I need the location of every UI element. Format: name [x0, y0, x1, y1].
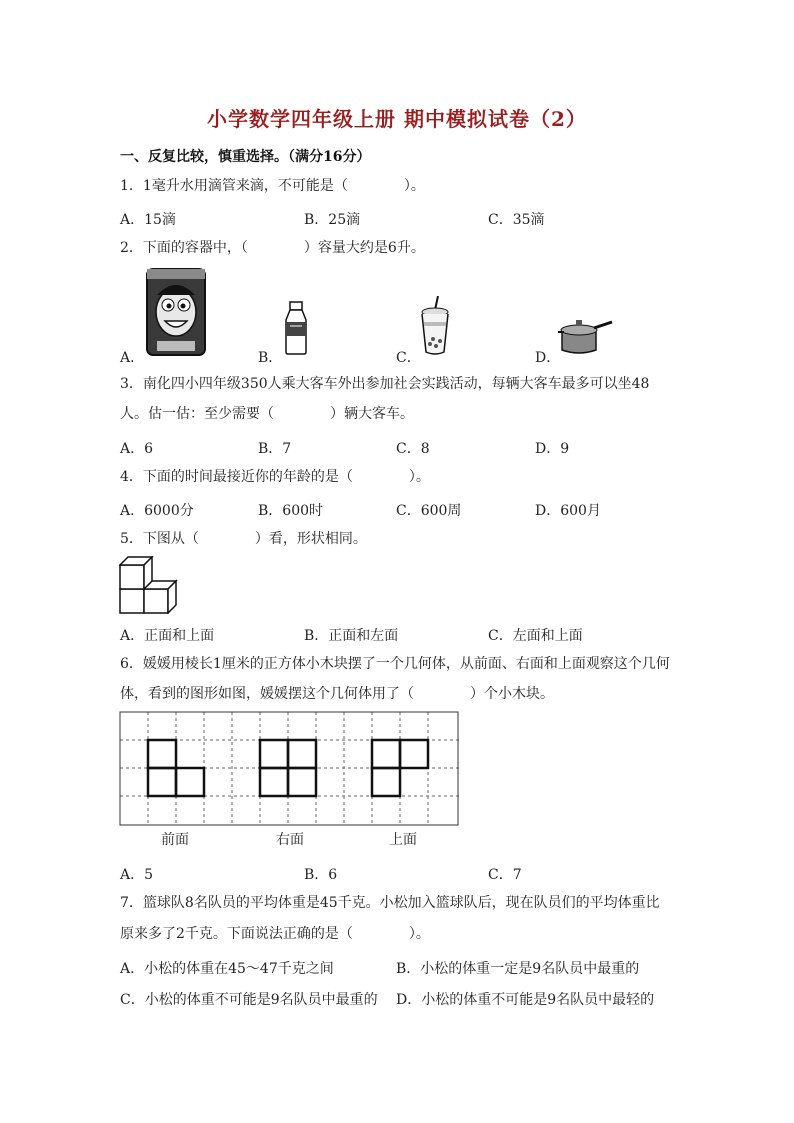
- question-7-option-a[interactable]: A．小松的体重在45～47千克之间: [120, 961, 334, 977]
- question-2-option-a[interactable]: A．: [120, 350, 145, 366]
- question-5-option-a[interactable]: A．正面和上面: [120, 628, 215, 644]
- question-7-option-b[interactable]: B．小松的体重一定是9名队员中最重的: [396, 961, 640, 977]
- question-7-stem-line2: 原来多了2千克。下面说法正确的是（ ）。: [120, 926, 430, 942]
- front-view-shape: [148, 740, 204, 796]
- pressure-cooker-icon: [556, 316, 614, 356]
- bubble-tea-cup-icon: [418, 296, 452, 356]
- question-3-option-b[interactable]: B．7: [258, 441, 292, 457]
- question-3-stem-line1: 3．南化四小四年级350人乘大客车外出参加社会实践活动，每辆大客车最多可以坐48: [120, 376, 650, 392]
- question-6-option-b[interactable]: B．6: [304, 867, 338, 883]
- view-label-front: 前面: [161, 832, 189, 848]
- question-2-option-b[interactable]: B．: [258, 350, 283, 366]
- question-3-option-c[interactable]: C．8: [396, 441, 430, 457]
- question-6-option-a[interactable]: A．5: [120, 867, 154, 883]
- three-view-grid: [119, 711, 460, 827]
- question-6-stem-line2: 体，看到的图形如图，媛媛摆这个几何体用了（ ）个小木块。: [120, 686, 554, 702]
- question-2-option-d[interactable]: D．: [535, 350, 561, 366]
- question-7-stem-line1: 7．篮球队8名队员的平均体重是45千克。小松加入篮球队后，现在队员们的平均体重比: [120, 895, 660, 911]
- question-3-stem-line2: 人。估一估：至少需要（ ）辆大客车。: [120, 406, 414, 422]
- question-4-option-c[interactable]: C．600周: [396, 503, 462, 519]
- page-title: 小学数学四年级上册 期中模拟试卷（2）: [207, 107, 587, 131]
- question-5-option-c[interactable]: C．左面和上面: [488, 628, 583, 644]
- milk-bottle-icon: [282, 300, 310, 356]
- question-2-option-c[interactable]: C．: [396, 350, 421, 366]
- question-6-stem-line1: 6．媛媛用棱长1厘米的正方体小木块摆了一个几何体，从前面、右面和上面观察这个几何: [120, 656, 670, 672]
- top-view-shape: [372, 740, 428, 796]
- question-7-option-d[interactable]: D．小松的体重不可能是9名队员中最轻的: [396, 992, 655, 1008]
- question-4-stem: 4．下面的时间最接近你的年龄的是（ ）。: [120, 469, 430, 485]
- question-4-option-b[interactable]: B．600时: [258, 503, 324, 519]
- cube-stack-figure: [119, 556, 189, 614]
- section-heading: 一、反复比较，慎重选择。（满分16分）: [120, 149, 371, 165]
- question-7-option-c[interactable]: C．小松的体重不可能是9名队员中最重的: [120, 992, 378, 1008]
- question-4-option-d[interactable]: D．600月: [535, 503, 601, 519]
- question-6-option-c[interactable]: C．7: [488, 867, 522, 883]
- question-1-stem: 1．1毫升水用滴管来滴，不可能是（ ）。: [120, 178, 425, 194]
- question-1-option-a[interactable]: A．15滴: [120, 212, 176, 228]
- question-2-stem: 2．下面的容器中，（ ）容量大约是6升。: [120, 240, 425, 256]
- drink-can-icon: [145, 267, 207, 357]
- question-1-option-c[interactable]: C．35滴: [488, 212, 545, 228]
- view-label-right: 右面: [276, 832, 304, 848]
- question-3-option-a[interactable]: A．6: [120, 441, 154, 457]
- question-5-option-b[interactable]: B．正面和左面: [304, 628, 399, 644]
- question-5-stem: 5．下图从（ ）看，形状相同。: [120, 531, 367, 547]
- question-3-option-d[interactable]: D．9: [535, 441, 570, 457]
- view-label-top: 上面: [389, 832, 417, 848]
- question-1-option-b[interactable]: B．25滴: [304, 212, 361, 228]
- right-view-shape: [260, 740, 316, 796]
- question-4-option-a[interactable]: A．6000分: [120, 503, 194, 519]
